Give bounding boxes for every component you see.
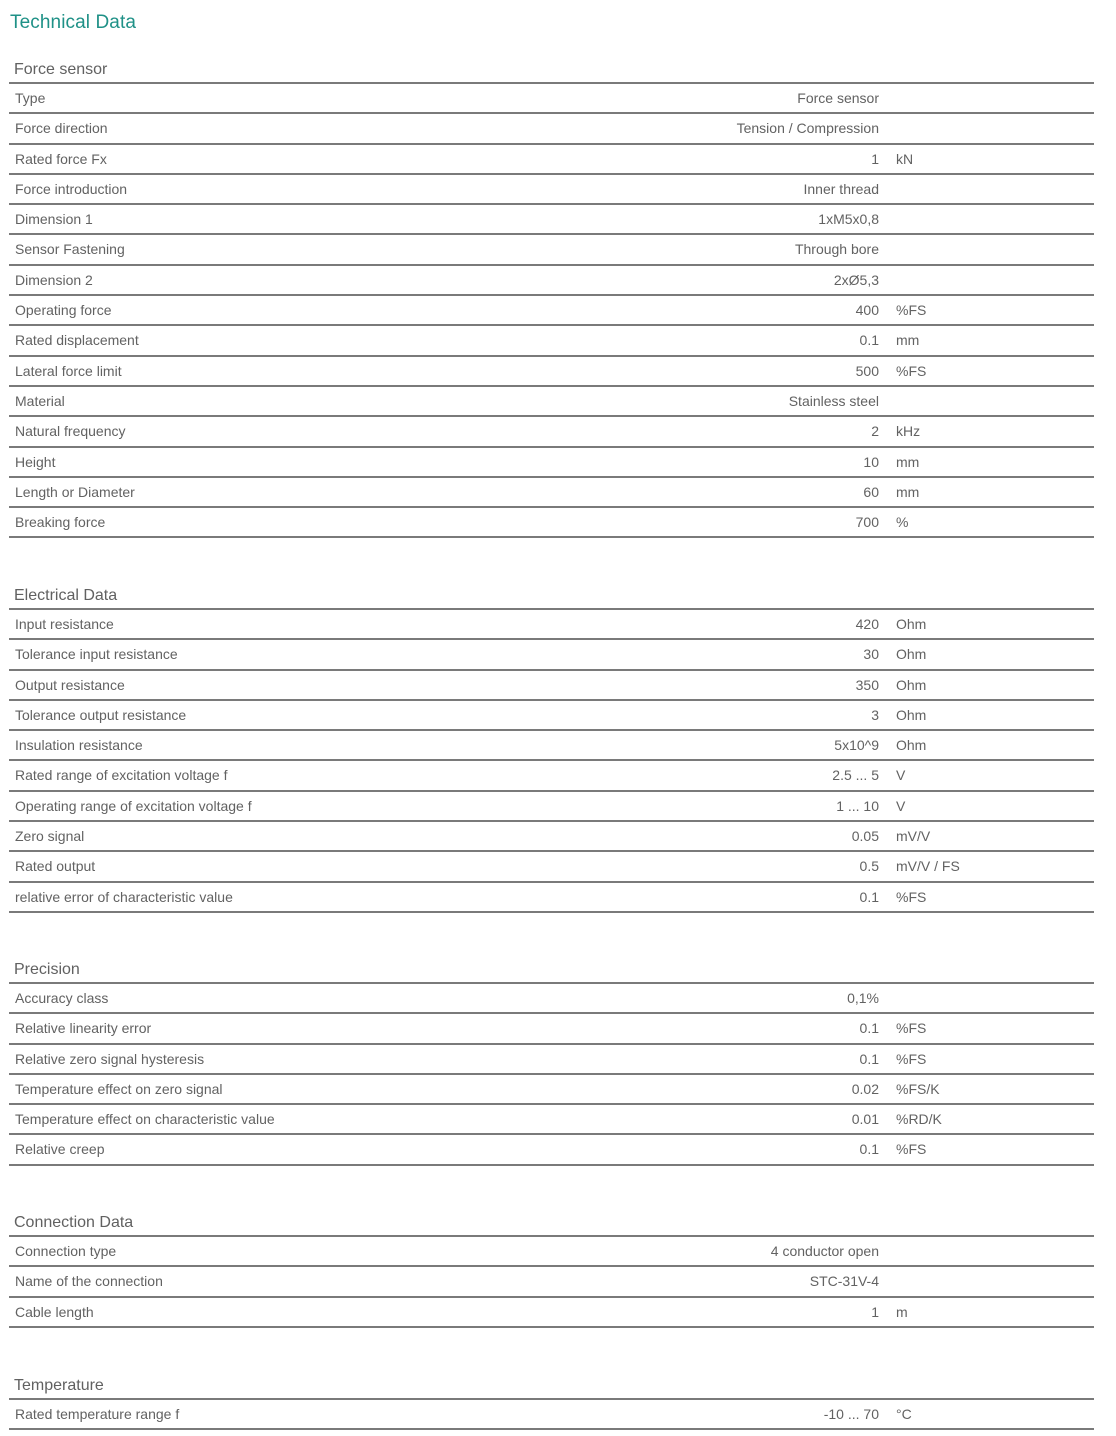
row-unit: Ohm (896, 706, 927, 723)
row-label: Operating range of excitation voltage f (15, 797, 252, 814)
table-row (9, 326, 1094, 356)
row-unit: kN (896, 150, 914, 167)
table-row (9, 1267, 1094, 1297)
table-row (9, 448, 1094, 478)
row-value: 3 (871, 706, 879, 723)
row-value: 30 (863, 646, 879, 663)
row-unit: %FS (896, 1141, 927, 1158)
table-row (9, 205, 1094, 235)
row-unit: %FS (896, 888, 927, 905)
table-row (9, 1045, 1094, 1075)
row-label: Connection type (15, 1243, 117, 1259)
table-row (9, 640, 1094, 670)
row-unit: %FS (896, 1050, 927, 1067)
row-value: Force sensor (797, 90, 879, 106)
row-value: 0.01 (851, 1111, 879, 1128)
section-force-sensor (9, 56, 1094, 538)
row-label: Rated range of excitation voltage f (15, 767, 228, 784)
row-label: Sensor Fastening (15, 241, 125, 258)
row-label: Material (15, 392, 65, 409)
row-value: 0.1 (859, 1020, 879, 1037)
row-label: Type (15, 90, 46, 106)
row-label: Natural frequency (15, 423, 126, 440)
table-row (9, 671, 1094, 701)
row-label: relative error of characteristic value (15, 888, 233, 905)
row-value: Stainless steel (788, 392, 879, 409)
row-value: 0.1 (859, 888, 879, 905)
row-label: Temperature effect on zero signal (15, 1080, 223, 1097)
row-label: Accuracy class (15, 990, 109, 1006)
row-value: 1xM5x0,8 (818, 211, 879, 228)
row-value: 5x10^9 (834, 737, 879, 754)
row-value: 400 (855, 302, 879, 319)
row-value: 700 (855, 514, 879, 531)
row-value: 0.1 (859, 1141, 879, 1158)
row-unit: mV/V / FS (896, 858, 960, 875)
row-unit: %FS (896, 362, 927, 379)
row-label: Height (15, 453, 56, 470)
row-value: 0.5 (859, 858, 879, 875)
row-label: Dimension 2 (15, 271, 93, 288)
row-value: 1 ... 10 (836, 797, 879, 814)
section-precision (9, 956, 1094, 1166)
row-unit: V (896, 767, 906, 784)
table-row (9, 84, 1094, 114)
row-label: Operating force (15, 302, 112, 319)
row-value: 2.5 ... 5 (832, 767, 879, 784)
row-value: 4 conductor open (770, 1243, 879, 1259)
row-unit: V (896, 797, 906, 814)
row-unit: kHz (896, 423, 921, 440)
row-value: 2xØ5,3 (833, 271, 879, 288)
row-value: 1 (871, 150, 879, 167)
row-label: Rated output (15, 858, 96, 875)
row-value: 0.02 (851, 1080, 879, 1097)
row-unit: °C (896, 1406, 912, 1422)
row-value: Through bore (794, 241, 879, 258)
row-value: 2 (871, 423, 879, 440)
table-row (9, 357, 1094, 387)
table-row (9, 761, 1094, 791)
table-row (9, 478, 1094, 508)
row-label: Input resistance (15, 616, 114, 632)
table-row (9, 266, 1094, 296)
row-label: Cable length (15, 1303, 94, 1320)
row-unit: mm (896, 332, 920, 349)
table-row (9, 145, 1094, 175)
row-label: Rated temperature range f (15, 1406, 180, 1422)
table-row (9, 1237, 1094, 1267)
section-heading: Precision (9, 956, 1094, 984)
row-unit: %FS (896, 302, 927, 319)
table-row (9, 296, 1094, 326)
row-label: Force direction (15, 120, 108, 137)
row-label: Lateral force limit (15, 362, 122, 379)
table-row (9, 984, 1094, 1014)
row-value: 0.1 (859, 332, 879, 349)
row-label: Insulation resistance (15, 737, 143, 754)
section-heading: Temperature (9, 1372, 1094, 1400)
row-value: STC-31V-4 (809, 1273, 879, 1290)
row-label: Breaking force (15, 514, 106, 531)
section-temperature (9, 1372, 1094, 1430)
row-value: 350 (855, 676, 879, 693)
row-unit: Ohm (896, 616, 927, 632)
row-label: Output resistance (15, 676, 125, 693)
row-unit: Ohm (896, 646, 927, 663)
row-value: 0.05 (851, 828, 879, 845)
row-label: Relative zero signal hysteresis (15, 1050, 205, 1067)
row-label: Dimension 1 (15, 211, 93, 228)
row-label: Force introduction (15, 180, 128, 197)
row-unit: mm (896, 483, 920, 500)
table-row (9, 387, 1094, 417)
row-unit: %FS/K (896, 1080, 940, 1097)
row-unit: Ohm (896, 737, 927, 754)
page-title: Technical Data (10, 12, 137, 33)
row-label: Relative creep (15, 1141, 105, 1158)
row-value: Inner thread (803, 180, 879, 197)
row-unit: %RD/K (896, 1111, 942, 1128)
table-row (9, 1105, 1094, 1135)
table-row (9, 1298, 1094, 1328)
row-unit: mV/V (896, 828, 931, 845)
row-label: Relative linearity error (15, 1020, 152, 1037)
row-value: 10 (863, 453, 879, 470)
table-row (9, 731, 1094, 761)
table-row (9, 235, 1094, 265)
table-row (9, 114, 1094, 144)
row-label: Rated force Fx (15, 150, 107, 167)
row-value: 0.1 (859, 1050, 879, 1067)
row-value: 60 (863, 483, 879, 500)
row-value: Tension / Compression (736, 120, 879, 137)
table-row (9, 1135, 1094, 1165)
row-unit: %FS (896, 1020, 927, 1037)
table-row (9, 1075, 1094, 1105)
row-value: 1 (871, 1303, 879, 1320)
row-value: 0,1% (847, 990, 879, 1006)
section-heading: Electrical Data (9, 582, 1094, 610)
table-row (9, 852, 1094, 882)
row-label: Length or Diameter (15, 483, 135, 500)
table-row (9, 1400, 1094, 1430)
table-row (9, 610, 1094, 640)
row-unit: m (896, 1303, 908, 1320)
row-label: Name of the connection (15, 1273, 163, 1290)
table-row (9, 883, 1094, 913)
row-value: 420 (855, 616, 879, 632)
row-unit: % (896, 514, 909, 531)
table-row (9, 1014, 1094, 1044)
row-label: Tolerance output resistance (15, 706, 187, 723)
section-electrical-data (9, 582, 1094, 913)
table-row (9, 792, 1094, 822)
section-heading: Connection Data (9, 1209, 1094, 1237)
row-value: 500 (855, 362, 879, 379)
table-row (9, 822, 1094, 852)
row-label: Tolerance input resistance (15, 646, 178, 663)
table-row (9, 417, 1094, 447)
table-row (9, 701, 1094, 731)
row-label: Rated displacement (15, 332, 139, 349)
row-unit: mm (896, 453, 920, 470)
row-label: Zero signal (15, 828, 85, 845)
row-value: -10 ... 70 (823, 1406, 879, 1422)
section-connection-data (9, 1209, 1094, 1328)
table-row (9, 175, 1094, 205)
table-row (9, 508, 1094, 538)
row-label: Temperature effect on characteristic value (15, 1111, 275, 1128)
section-heading: Force sensor (9, 56, 1094, 84)
row-unit: Ohm (896, 676, 927, 693)
